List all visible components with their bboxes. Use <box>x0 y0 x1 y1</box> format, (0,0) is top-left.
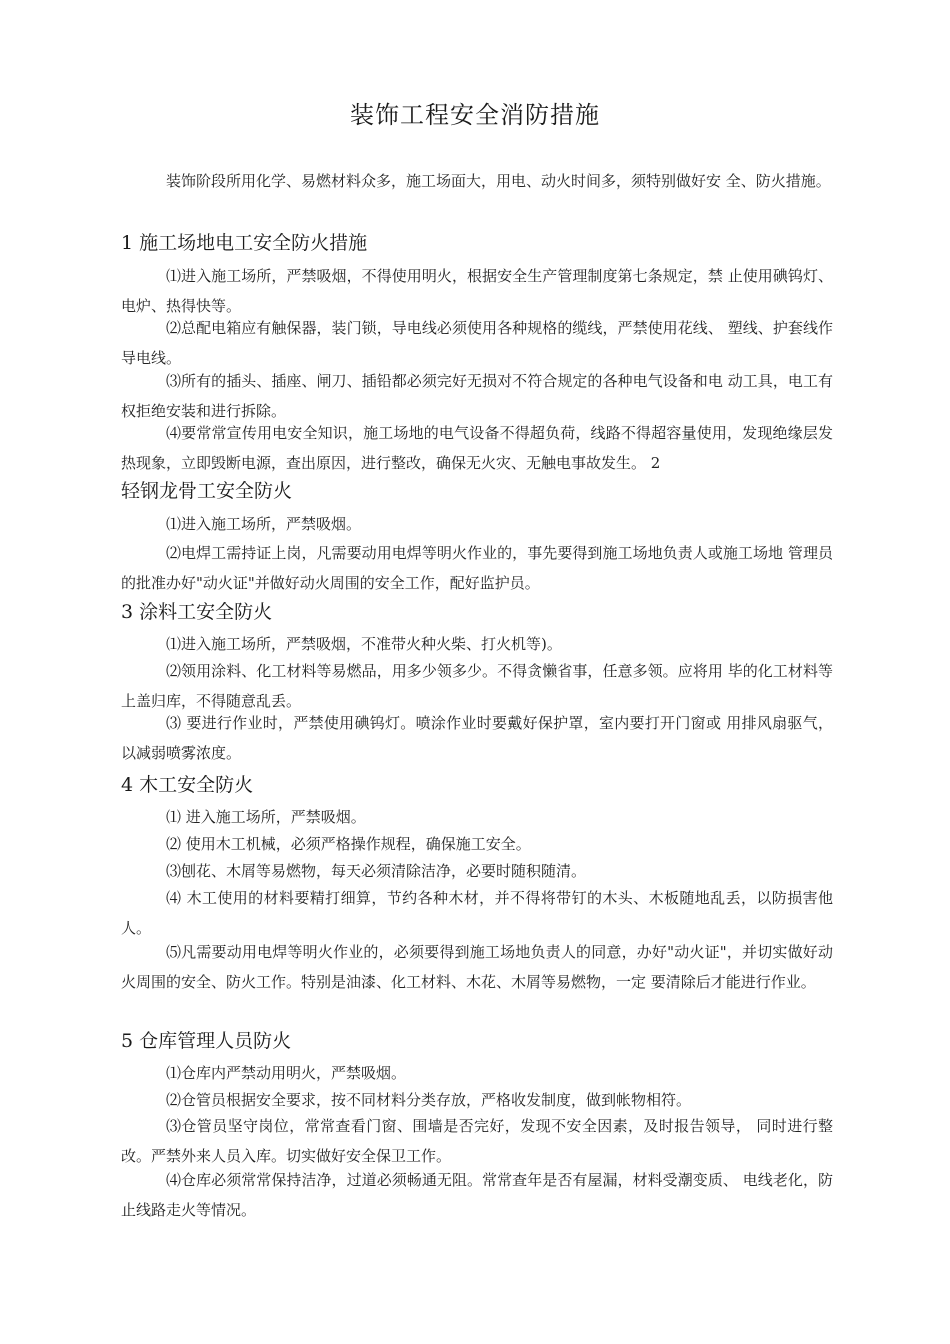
section-4-item-5: ⑸凡需要动用电焊等明火作业的，必须要得到施工场地负责人的同意，办好"动火证"，并切实做好动火周围的安全、防火工作。特别是油漆、化工材料、木花、木屑等易燃物，一定 要清除后才能进行作业。 <box>121 943 833 991</box>
section-5-heading: 5 仓库管理人员防火 <box>121 1030 292 1052</box>
section-5-item-4: ⑷仓库必须常常保持洁净，过道必须畅通无阻。常常查年是否有屋漏，材料受潮变质、 电线老化，防止线路走火等情况。 <box>121 1171 833 1219</box>
section-3-item-3: ⑶ 要进行作业时，严禁使用碘钨灯。喷涂作业时要戴好保护罩，室内要打开门窗或 用排风扇驱气，以减弱喷雾浓度。 <box>121 714 833 762</box>
section-1-heading: 1 施工场地电工安全防火措施 <box>121 232 368 254</box>
section-3-heading: 3 涂料工安全防火 <box>121 601 273 623</box>
section-5-item-2: ⑵仓管员根据安全要求，按不同材料分类存放，严格收发制度，做到帐物相符。 <box>166 1091 692 1109</box>
section-4-item-2: ⑵ 使用木工机械，必须严格操作规程，确保施工安全。 <box>166 835 531 853</box>
section-2-item-2: ⑵电焊工需持证上岗，凡需要动用电焊等明火作业的，事先要得到施工场地负责人或施工场地 管理员的批准办好"动火证"并做好动火周围的安全工作，配好监护员。 <box>121 544 833 592</box>
section-1-item-4: ⑷要常常宣传用电安全知识，施工场地的电气设备不得超负荷，线路不得超容量使用，发现绝缘层发热现象，立即毁断电源，查出原因，进行整改，确保无火灾、无触电事故发生。 2 <box>121 424 833 472</box>
section-1-item-3: ⑶所有的插头、插座、闸刀、插铅都必须完好无损对不符合规定的各种电气设备和电 动工具，电工有权拒绝安装和进行拆除。 <box>121 372 833 420</box>
section-5-item-1: ⑴仓库内严禁动用明火，严禁吸烟。 <box>166 1064 407 1082</box>
section-2-heading: 轻钢龙骨工安全防火 <box>121 480 293 502</box>
section-3-item-2: ⑵领用涂料、化工材料等易燃品，用多少领多少。不得贪懒省事，任意多领。应将用 毕的化工材料等上盖归库，不得随意乱丢。 <box>121 662 833 710</box>
document-title: 装饰工程安全消防措施 <box>350 101 600 129</box>
section-1-item-2: ⑵总配电箱应有触保器，装门锁，导电线必须使用各种规格的缆线，严禁使用花线、 塑线、护套线作导电线。 <box>121 319 833 367</box>
section-1-item-1: ⑴进入施工场所，严禁吸烟，不得使用明火，根据安全生产管理制度第七条规定，禁 止使用碘钨灯、电炉、热得快等。 <box>121 267 833 315</box>
section-4-heading: 4 木工安全防火 <box>121 774 254 796</box>
section-4-item-3: ⑶刨花、木屑等易燃物，每天必须清除洁净，必要时随积随清。 <box>166 862 587 880</box>
section-4-item-1: ⑴ 进入施工场所，严禁吸烟。 <box>166 808 366 826</box>
intro-paragraph: 装饰阶段所用化学、易燃材料众多，施工场面大，用电、动火时间多，须特别做好安 全、防火措施。 <box>166 172 831 190</box>
section-5-item-3: ⑶仓管员坚守岗位，常常查看门窗、围墙是否完好，发现不安全因素，及时报告领导， 同时进行整改。严禁外来人员入库。切实做好安全保卫工作。 <box>121 1117 833 1165</box>
section-3-item-1: ⑴进入施工场所，严禁吸烟，不准带火种火柴、打火机等)。 <box>166 635 562 653</box>
section-2-item-1: ⑴进入施工场所，严禁吸烟。 <box>166 515 362 533</box>
section-4-item-4: ⑷ 木工使用的材料要精打细算，节约各种木材，并不得将带钉的木头、木板随地乱丢，以防损害他人。 <box>121 889 833 937</box>
